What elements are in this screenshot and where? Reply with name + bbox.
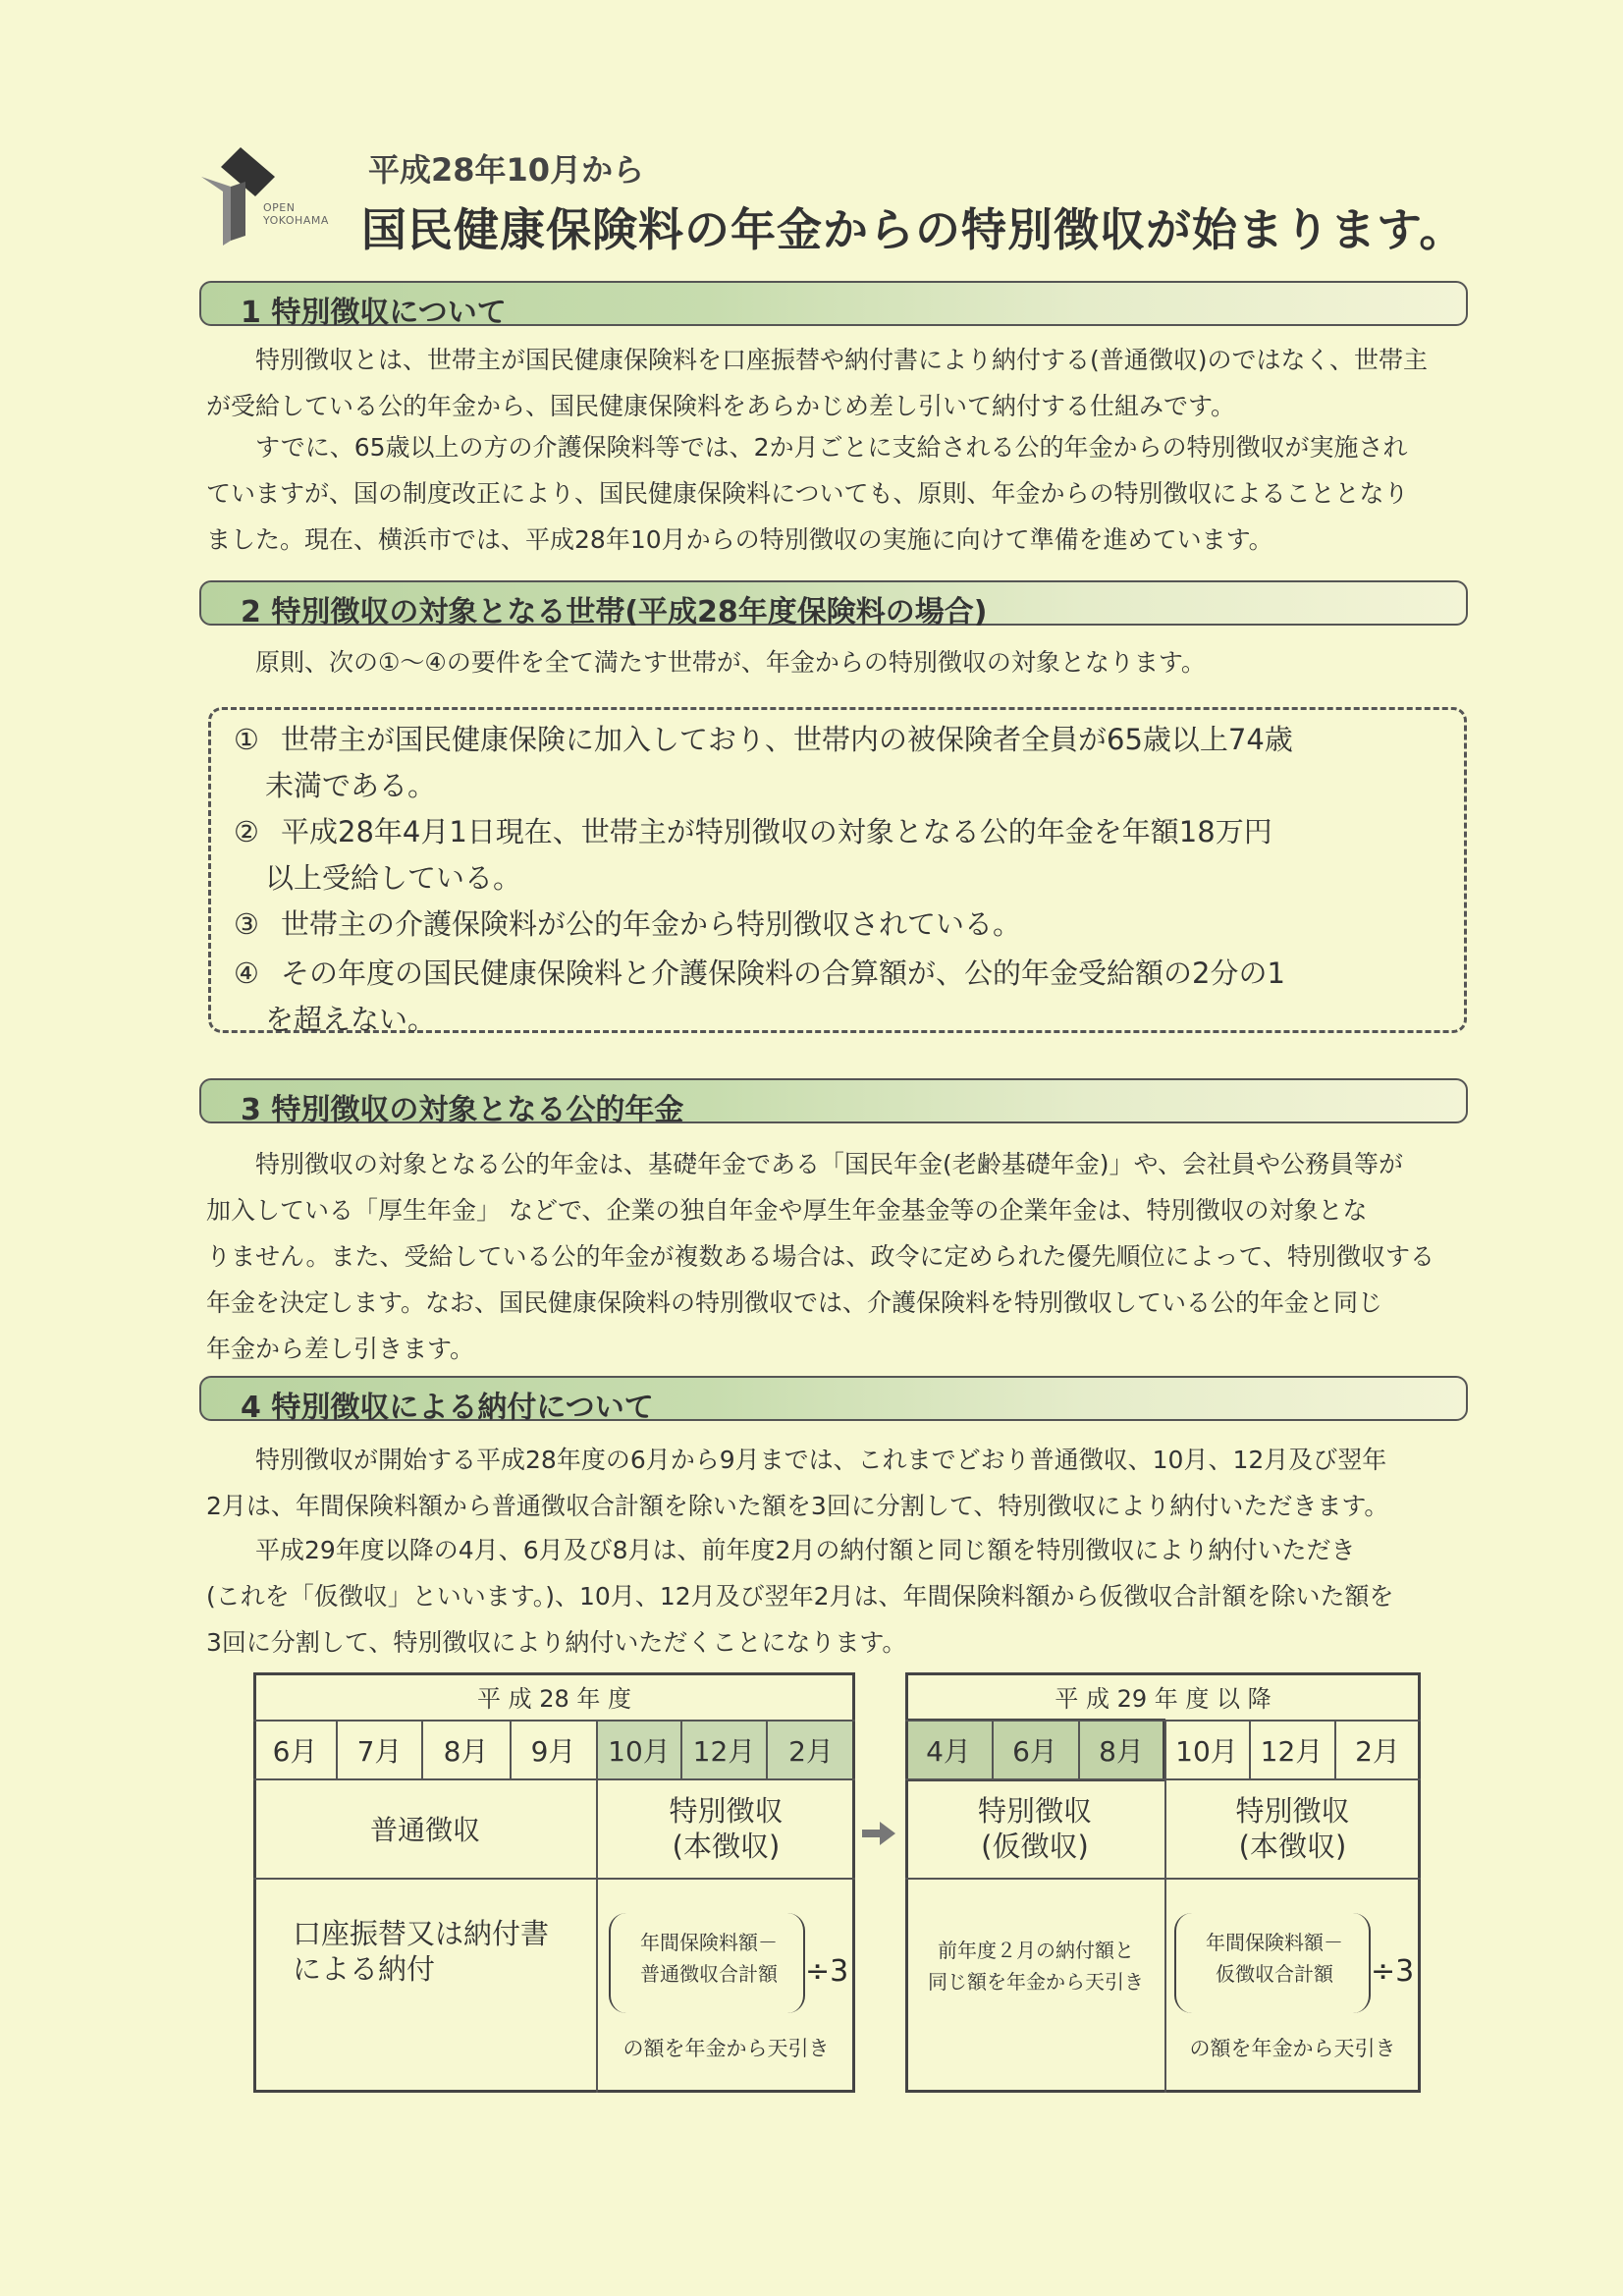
section-1-heading-bar <box>199 281 1468 330</box>
month-cell: 6月 <box>272 1735 318 1768</box>
requirement-1: ① 世帯主が国民健康保険に加入しており、世帯内の被保険者全員が65歳以上74歳 未満である。 <box>234 723 1293 802</box>
month-cell: 2月 <box>1355 1735 1400 1768</box>
special-main-label-h29: 特別徴収 (本徴収) <box>1235 1794 1350 1863</box>
h29-formula: 年間保険料額－ 仮徴収合計額 <box>1206 1931 1343 1986</box>
provisional-label: 特別徴収 (仮徴収) <box>977 1794 1092 1863</box>
divide-by-3: ÷3 <box>1371 1954 1415 1989</box>
month-cell: 12月 <box>692 1735 756 1768</box>
divide-by-3: ÷3 <box>805 1954 849 1989</box>
month-cell: 7月 <box>356 1735 403 1768</box>
section-1-heading: 1 特別徴収について <box>241 296 507 330</box>
section-4-para-2: 平成29年度以降の4月、6月及び8月は、前年度2月の納付額と同じ額を特別徴収により納付いただき (これを「仮徴収」といいます。)、10月、12月及び翌年2月は、年間保険料額から仮徴収合計額を除いた額を 3回に分割して、特別徴収により納付いただくことになります。 <box>206 1536 1394 1657</box>
month-cell: 8月 <box>443 1735 489 1768</box>
subtitle: 平成28年10月から <box>368 151 645 189</box>
regular-method: 口座振替又は納付書 による納付 <box>293 1917 550 1986</box>
page-title: 国民健康保険料の年金からの特別徴収が始まります。 <box>361 203 1466 256</box>
requirement-3: ③ 世帯主の介護保険料が公的年金から特別徴収されている。 <box>234 907 1022 941</box>
month-cell: 2月 <box>788 1735 834 1768</box>
month-cell: 6月 <box>1012 1735 1057 1768</box>
regular-collection-label: 普通徴収 <box>369 1814 480 1846</box>
month-cell: 12月 <box>1260 1735 1324 1768</box>
month-cell: 4月 <box>926 1735 971 1768</box>
h28-formula: 年間保険料額－ 普通徴収合計額 <box>640 1931 778 1986</box>
section-2-heading-bar <box>199 580 1468 629</box>
requirement-2: ② 平成28年4月1日現在、世帯主が特別徴収の対象となる公的年金を年額18万円 以上受給している。 <box>234 815 1272 895</box>
deduct-text: の額を年金から天引き <box>1189 2037 1396 2060</box>
logo-text: OPEN YOKOHAMA <box>263 201 329 227</box>
section-3-para: 特別徴収の対象となる公的年金は、基礎年金である「国民年金(老齢基礎年金)」や、会社員や公務員等が 加入している「厚生年金」 などで、企業の独自年金や厚生年金基金等の企業年金は、特別徴収の対象とな りません。また、受給している公的年金が複数ある場合は、政令に定められた優先順位によって、特別徴収する 年金を決定します。なお、国民健康保険料の特別徴収では、介護保険料を特別徴収している公的年金と同じ 年金から差し引きます。 <box>206 1150 1435 1363</box>
section-3-heading-bar <box>199 1078 1468 1127</box>
section-4-heading: 4 特別徴収による納付について <box>241 1391 654 1425</box>
month-cell: 8月 <box>1099 1735 1144 1768</box>
month-cell: 9月 <box>530 1735 576 1768</box>
section-4-heading-bar <box>199 1376 1468 1425</box>
month-cell: 10月 <box>1175 1735 1238 1768</box>
h29-header: 平 成 29 年 度 以 降 <box>1055 1685 1271 1713</box>
h28-header: 平 成 28 年 度 <box>476 1685 632 1713</box>
month-cell: 10月 <box>608 1735 671 1768</box>
arrow-right-icon <box>862 1822 895 1845</box>
section-2-intro: 原則、次の①〜④の要件を全て満たす世帯が、年金からの特別徴収の対象となります。 <box>255 648 1206 677</box>
section-4-para-1: 特別徴収が開始する平成28年度の6月から9月までは、これまでどおり普通徴収、10月、12月及び翌年 2月は、年間保険料額から普通徴収合計額を除いた額を3回に分割して、特別徴収により納付いただきます。 <box>206 1446 1389 1520</box>
special-main-label: 特別徴収 (本徴収) <box>669 1794 784 1863</box>
section-1-para-1: 特別徴収とは、世帯主が国民健康保険料を口座振替や納付書により納付する(普通徴収)のではなく、世帯主 が受給している公的年金から、国民健康保険料をあらかじめ差し引いて納付する仕組みです。 <box>206 346 1429 420</box>
section-2-heading: 2 特別徴収の対象となる世帯(平成28年度保険料の場合) <box>241 595 988 629</box>
requirement-4: ④ その年度の国民健康保険料と介護保険料の合算額が、公的年金受給額の2分の1 を超えない。 <box>234 957 1285 1036</box>
deduct-text: の額を年金から天引き <box>622 2037 830 2060</box>
section-1-para-2: すでに、65歳以上の方の介護保険料等では、2か月ごとに支給される公的年金からの特別徴収が実施され ていますが、国の制度改正により、国民健康保険料についても、原則、年金からの特別徴収によることとなり ました。現在、横浜市では、平成28年10月からの特別徴収の実施に向けて準備を進めています。 <box>206 433 1409 554</box>
provisional-method: 前年度２月の納付額と 同じ額を年金から天引き <box>928 1939 1144 1994</box>
section-3-heading: 3 特別徴収の対象となる公的年金 <box>241 1093 684 1127</box>
